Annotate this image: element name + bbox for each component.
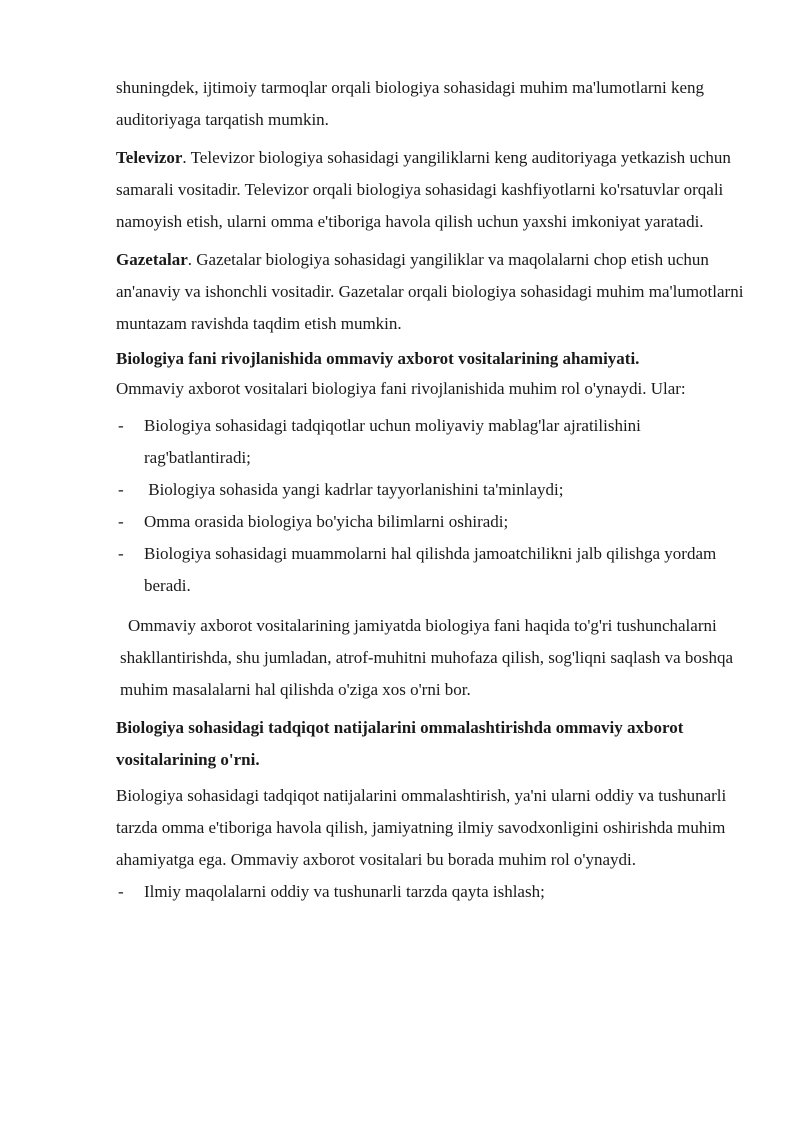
section-heading-research: Biologiya sohasidagi tadqiqot natijalarini ommalashtirishda ommaviy axborot vositalarining o'rni. [116, 718, 684, 769]
section-intro: Ommaviy axborot vositalari biologiya fani rivojlanishida muhim rol o'ynaydi. Ular: [116, 379, 686, 398]
dash-bullet: - [118, 544, 124, 563]
paragraph-social-media: shuningdek, ijtimoiy tarmoqlar orqali biologiya sohasidagi muhim ma'lumotlarni keng auditoriyaga tarqatish mumkin. [116, 78, 705, 129]
list-item: - Biologiya sohasidagi muammolarni hal qilishda jamoatchilikni jalb qilishga yordam beradi. [116, 538, 746, 602]
research-list [116, 876, 746, 908]
importance-list [116, 410, 746, 602]
dash-bullet: - [118, 882, 124, 901]
section-heading: Biologiya fani rivojlanishida ommaviy axborot vositalarining ahamiyati. [116, 349, 640, 368]
list-item: - Biologiya sohasidagi tadqiqotlar uchun moliyaviy mablag'lar ajratilishini rag'batlantiradi; [116, 410, 746, 474]
paragraph-research: Biologiya sohasidagi tadqiqot natijalarini ommalashtirish, ya'ni ularni oddiy va tushunarli tarzda omma e'tiboriga havola qilish, jamiyatning ilmiy savodxonligini oshirishda muhim ahamiyatga ega. Ommaviy axborot vositalari bu borada muhim rol o'ynaydi. [116, 786, 727, 869]
list-item: - Biologiya sohasida yangi kadrlar tayyorlanishini ta'minlaydi; [116, 474, 746, 506]
dash-bullet: - [118, 480, 124, 499]
document-page [116, 72, 746, 908]
gazetalar-text: . Gazetalar biologiya sohasidagi yangiliklar va maqolalarni chop etish uchun an'anaviy va ishonchli vositadir. Gazetalar orqali biologiya sohasidagi muhim ma'lumotlarni muntazam ravishda taqdim etish mumkin. [116, 250, 744, 333]
section-media-importance [116, 344, 746, 404]
televizor-title: Televizor [116, 148, 183, 167]
paragraph-closing: Ommaviy axborot vositalarining jamiyatda biologiya fani haqida to'g'ri tushunchalarni shakllantirishda, shu jumladan, atrof-muhitni muhofaza qilish, sog'liqni saqlash va boshqa muhim masalalarni hal qilishda o'ziga xos o'rni bor. [120, 616, 734, 699]
paragraph-televizor [116, 142, 746, 238]
dash-bullet: - [118, 512, 124, 531]
televizor-text: . Televizor biologiya sohasidagi yangiliklarni keng auditoriyaga yetkazish uchun samarali vositadir. Televizor orqali biologiya sohasidagi kashfiyotlarni ko'rsatuvlar orqali namoyish etish, ularni omma e'tiboriga havola qilish uchun yaxshi imkoniyat yaratadi. [116, 148, 731, 231]
dash-bullet: - [118, 416, 124, 435]
list-item: - Ilmiy maqolalarni oddiy va tushunarli tarzda qayta ishlash; [116, 876, 746, 908]
paragraph-gazetalar [116, 244, 746, 340]
gazetalar-title: Gazetalar [116, 250, 188, 269]
list-item: - Omma orasida biologiya bo'yicha bilimlarni oshiradi; [116, 506, 746, 538]
